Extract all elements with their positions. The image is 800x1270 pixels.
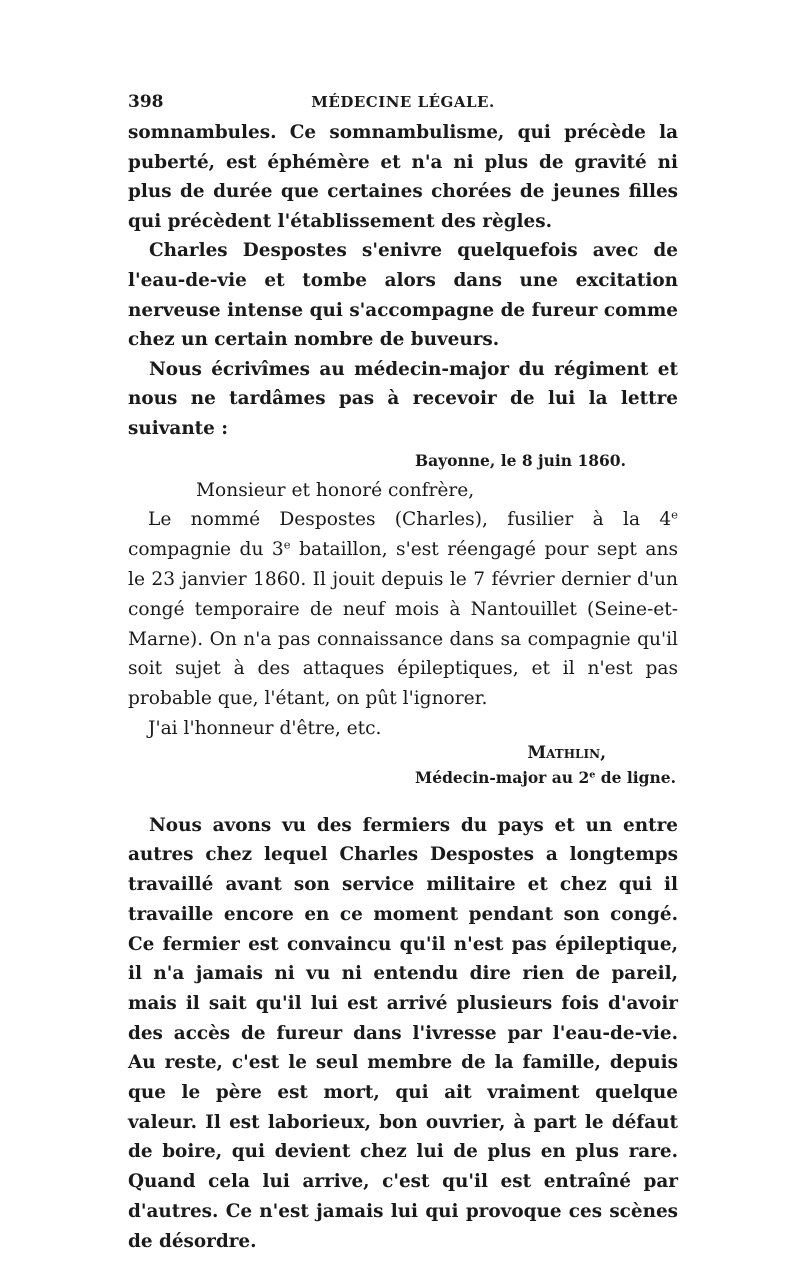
book-page xyxy=(128,92,678,1256)
paragraph-letter-intro: Nous écrivîmes au médecin-major du régiment et nous ne tardâmes pas à recevoir de lui la lettre suivante : xyxy=(128,358,678,439)
paragraph-farmers: Nous avons vu des fermiers du pays et un entre autres chez lequel Charles Despostes a longtemps travaillé avant son service militaire et chez qui il travaille encore en ce moment pendant son congé. Ce fermier est convaincu qu'il n'est pas épileptique, il n'a jamais ni vu ni entendu dire rien de pareil, mais il sait qu'il lui est arrivé plusieurs fois d'avoir des accès de fureur dans l'ivresse par l'eau-de-vie. Au reste, c'est le seul membre de la famille, depuis que le père est mort, qui ait vraiment quelque valeur. Il est laborieux, bon ouvrier, à part le défaut de boire, qui devient chez lui de plus en plus rare. Quand cela lui arrive, c'est qu'il est entraîné par d'autres. Ce n'est jamais lui qui provoque ces scènes de désordre. xyxy=(128,814,678,1252)
letter-salutation: Monsieur et honoré confrère, xyxy=(196,479,475,501)
letter-signer-role: Médecin-major au 2e de ligne. xyxy=(415,767,676,787)
body-text-after-letter xyxy=(128,811,678,1257)
body-text xyxy=(128,118,678,444)
letter-dateline: Bayonne, le 8 juin 1860. xyxy=(415,450,626,470)
letter-paragraph: Le nommé Despostes (Charles), fusilier à la 4e compagnie du 3e bataillon, s'est réengagé pour sept ans le 23 janvier 1860. Il jouit depuis le 7 février dernier d'un congé temporaire de neuf mois à Nantouillet (Seine-et-Marne). On n'a pas connaissance dans sa compagnie qu'il soit sujet à des attaques épileptiques, et il n'est pas probable que, l'étant, on pût l'ignorer. xyxy=(128,508,678,710)
letter-closing: J'ai l'honneur d'être, etc. xyxy=(148,717,382,739)
page-header xyxy=(128,92,678,118)
letter-signature: Mathlin, xyxy=(527,742,606,763)
paragraph-drinking: Charles Despostes s'enivre quelquefois avec de l'eau-de-vie et tombe alors dans une excitation nerveuse intense qui s'accompagne de fureur comme chez un certain nombre de buveurs. xyxy=(128,240,678,351)
letter-body xyxy=(128,476,678,744)
page-number: 398 xyxy=(128,92,164,112)
paragraph-continuation: somnambules. Ce somnambulisme, qui précède la puberté, est éphémère et n'a ni plus de gravité ni plus de durée que certaines chorées de jeunes filles qui précèdent l'établissement des règles. xyxy=(128,122,678,232)
running-head: MÉDECINE LÉGALE. xyxy=(311,93,495,111)
